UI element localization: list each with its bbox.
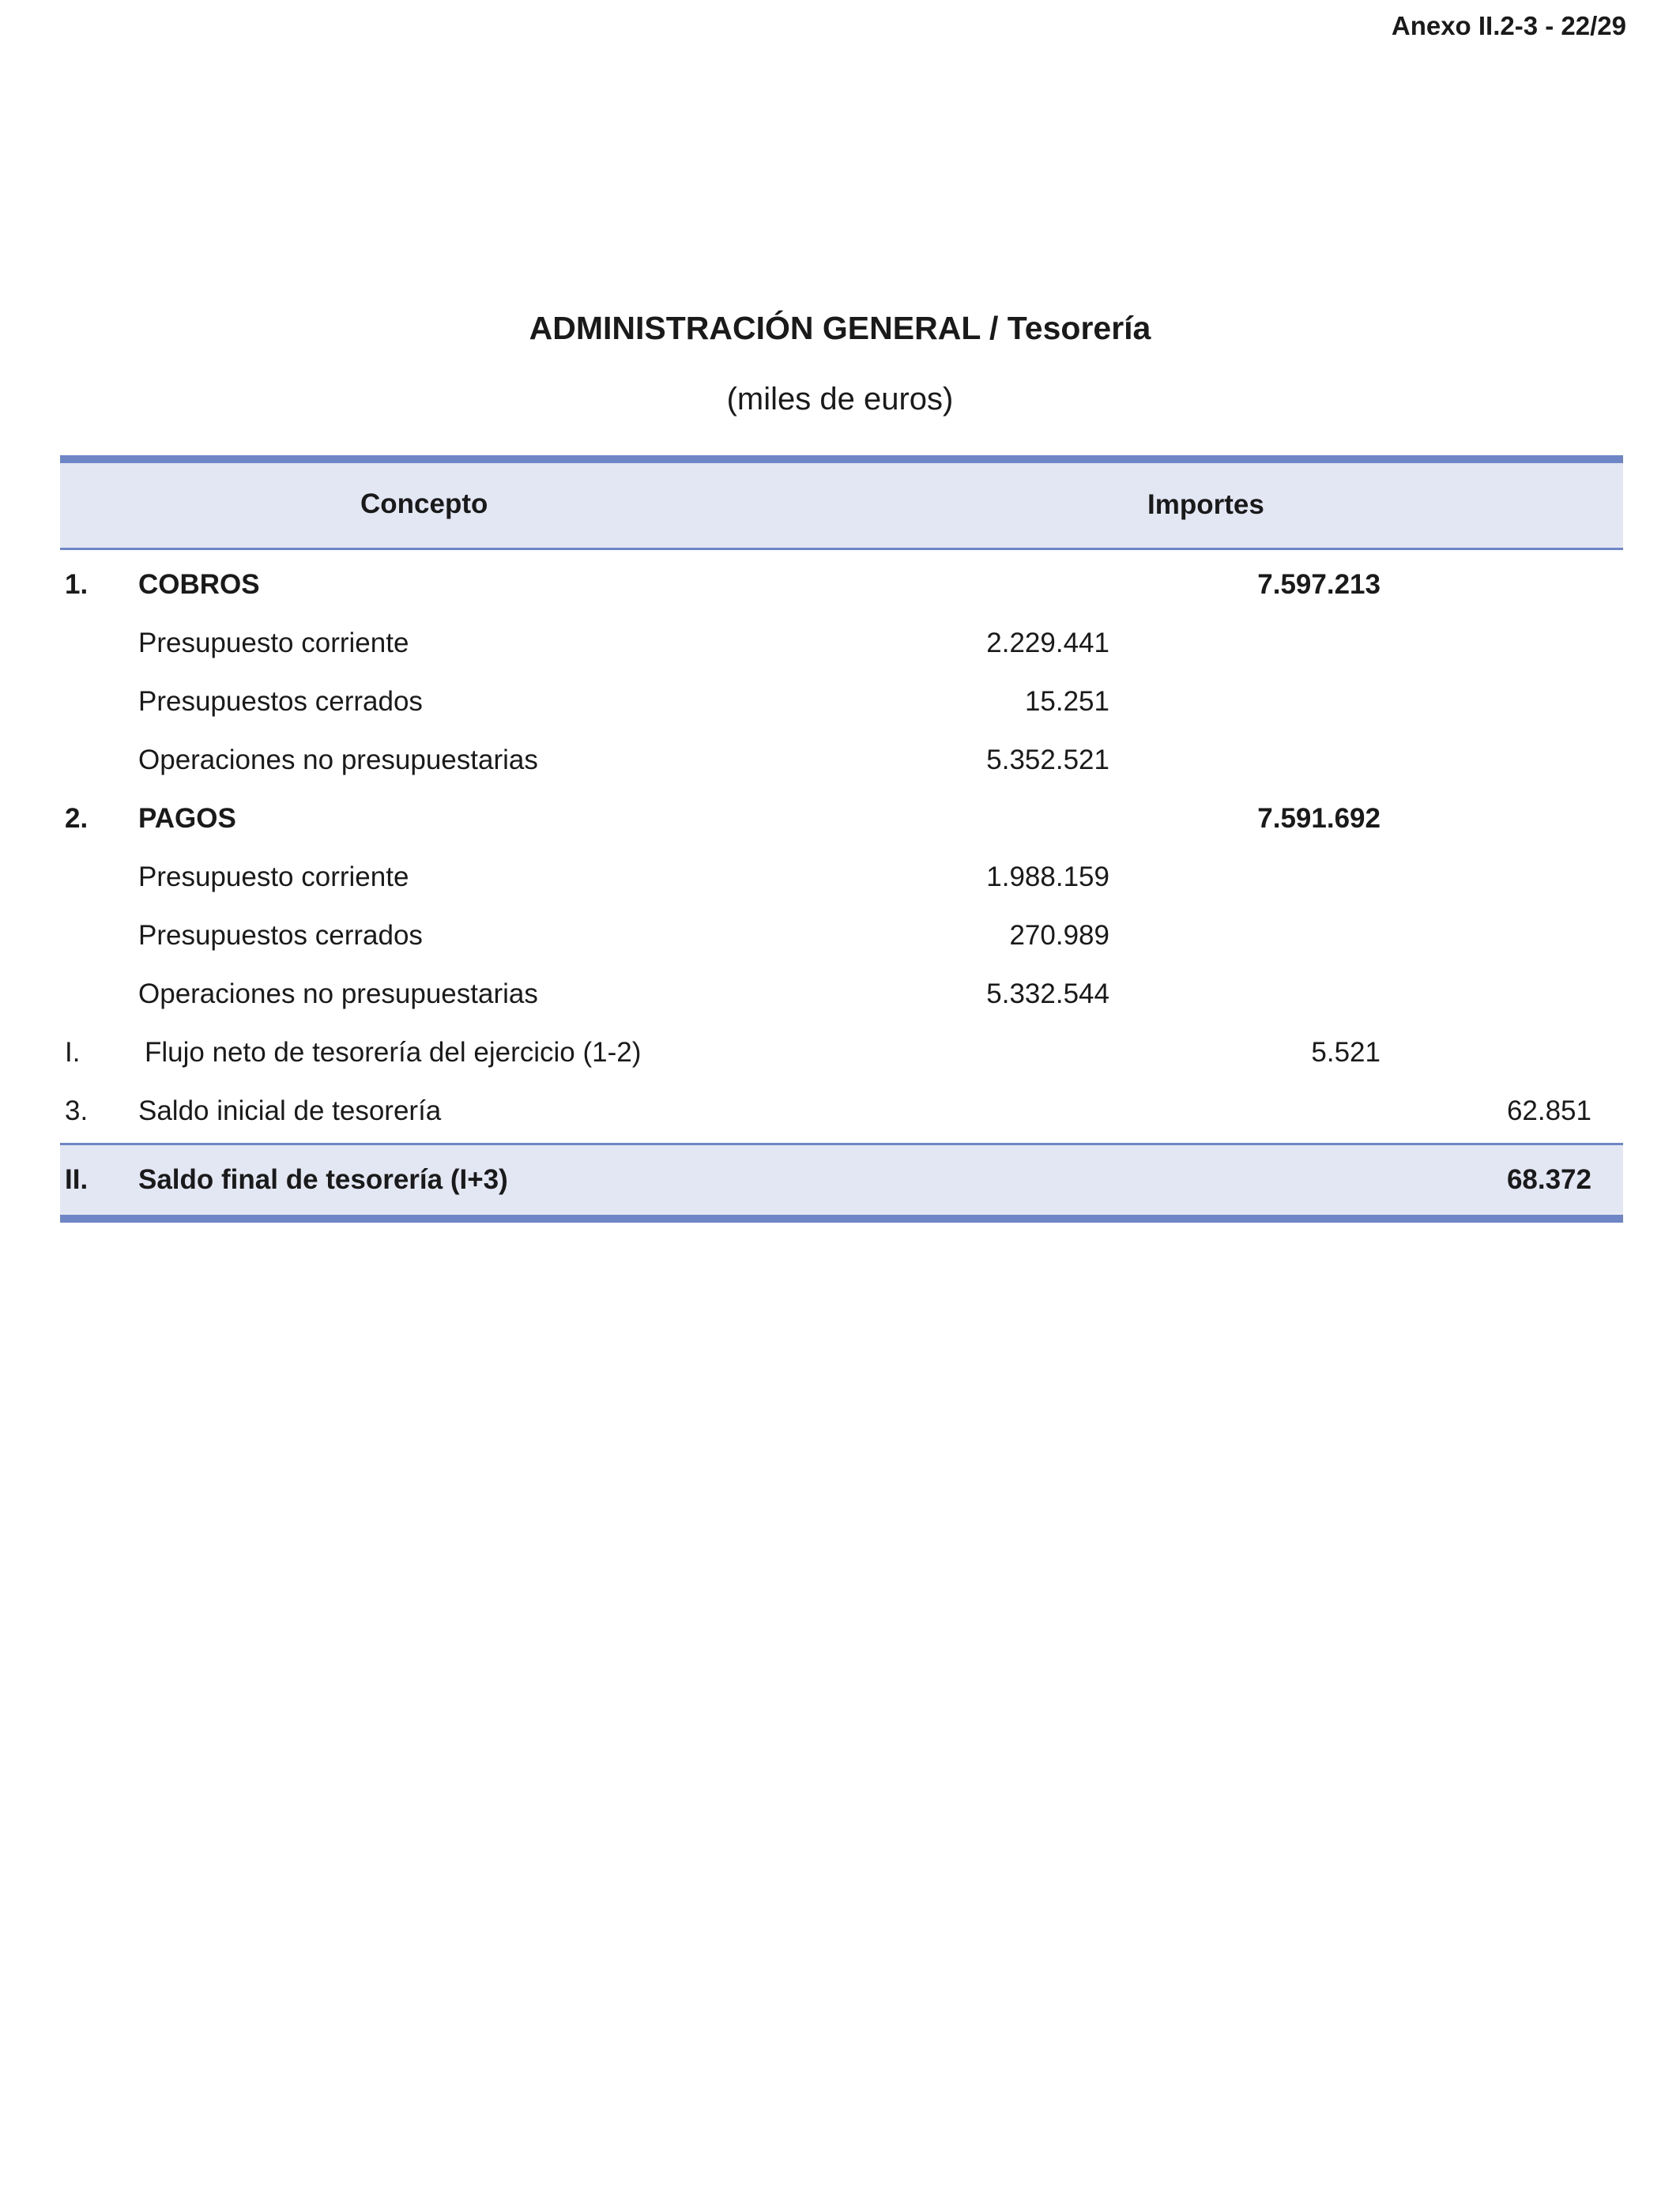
table-row: [60, 733, 1623, 792]
table-bottom-rule: [60, 1215, 1623, 1223]
row-number: 2.: [65, 803, 89, 834]
table-row-saldo-inicial: [60, 1084, 1623, 1143]
table-row: [60, 850, 1623, 909]
row-amount-detail: 5.352.521: [986, 745, 1109, 775]
row-amount-total: 5.521: [1311, 1037, 1381, 1068]
row-label: PAGOS: [138, 803, 236, 834]
row-label: Saldo inicial de tesorería: [138, 1095, 442, 1126]
row-amount-detail: 1.988.159: [986, 861, 1109, 892]
row-label: Presupuesto corriente: [138, 628, 409, 658]
page-title: ADMINISTRACIÓN GENERAL / Tesorería: [529, 310, 1151, 346]
row-number: II.: [65, 1164, 89, 1195]
row-label: Presupuestos cerrados: [138, 920, 423, 951]
row-amount-balance: 62.851: [1506, 1095, 1591, 1126]
table-row: [60, 909, 1623, 967]
row-number: 3.: [65, 1095, 89, 1126]
table-header: [60, 463, 1623, 548]
table-row: [60, 616, 1623, 675]
header-bottom-rule: [60, 548, 1623, 550]
row-label: Operaciones no presupuestarias: [138, 978, 538, 1009]
table-row: [60, 675, 1623, 733]
row-label: Flujo neto de tesorería del ejercicio (1-2): [145, 1037, 642, 1068]
row-amount-total: 7.597.213: [1257, 569, 1381, 600]
treasury-table: [60, 455, 1623, 1223]
table-row: [60, 967, 1623, 1026]
row-number: I.: [65, 1037, 81, 1068]
page-reference: Anexo II.2-3 - 22/29: [1391, 11, 1626, 40]
row-amount-balance: 68.372: [1506, 1164, 1591, 1195]
row-amount-detail: 2.229.441: [986, 628, 1109, 658]
table-top-rule: [60, 455, 1623, 463]
row-label: Presupuestos cerrados: [138, 686, 423, 717]
table-row-cobros: [60, 558, 1623, 616]
row-amount-detail: 270.989: [1009, 920, 1109, 951]
table-row-pagos: [60, 792, 1623, 850]
header-concepto: Concepto: [360, 488, 488, 519]
row-number: 1.: [65, 569, 89, 600]
row-label: COBROS: [138, 569, 260, 600]
header-importes: Importes: [1147, 489, 1264, 520]
row-amount-detail: 5.332.544: [986, 978, 1109, 1009]
row-amount-detail: 15.251: [1024, 686, 1109, 717]
row-label: Operaciones no presupuestarias: [138, 745, 538, 775]
table-row-flujo-neto: [60, 1026, 1623, 1084]
row-label: Presupuesto corriente: [138, 861, 409, 892]
row-label: Saldo final de tesorería (I+3): [138, 1164, 508, 1195]
row-amount-total: 7.591.692: [1257, 803, 1381, 834]
table-row-saldo-final: [60, 1145, 1623, 1215]
page-subtitle: (miles de euros): [726, 382, 954, 417]
